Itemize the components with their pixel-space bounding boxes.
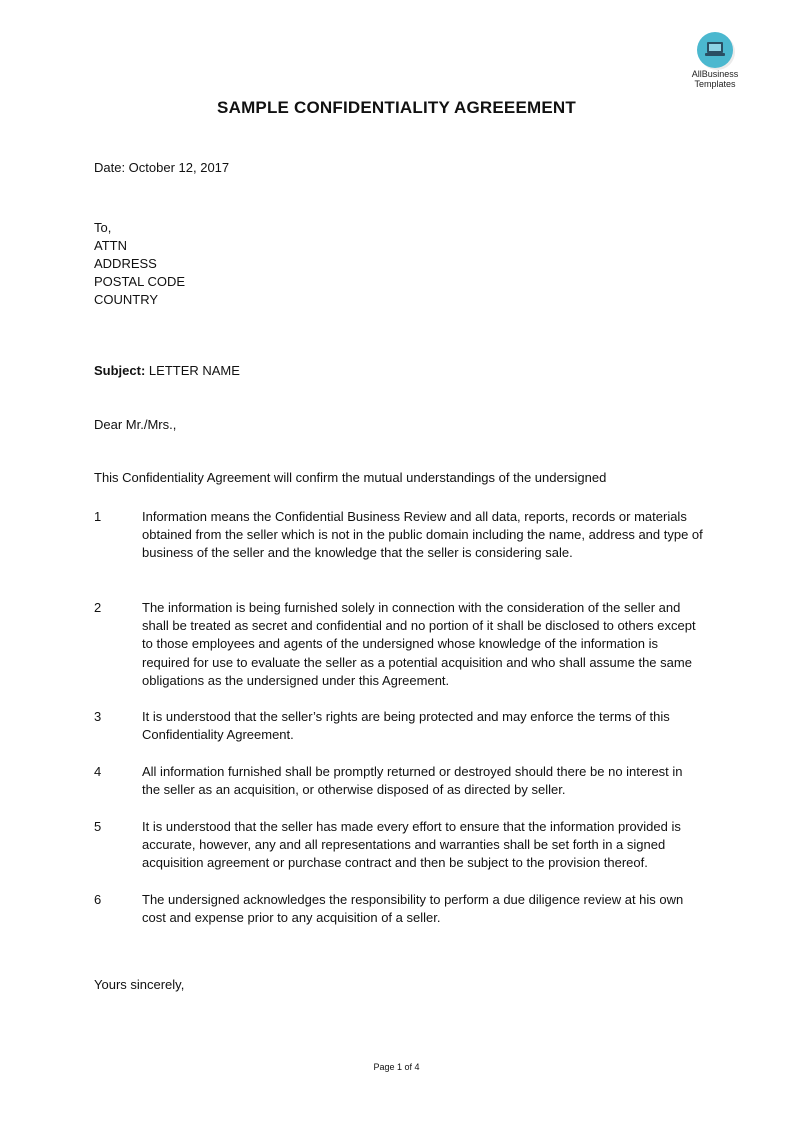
- address-line: ADDRESS: [94, 256, 157, 271]
- page-number: Page 1 of 4: [373, 1062, 420, 1072]
- subject-label: Subject:: [94, 363, 146, 378]
- item-text: All information furnished shall be promptly returned or destroyed should there be no interest in the seller as an acquisition, or otherwise disposed of as directed by seller.: [142, 764, 683, 798]
- item-number: 4: [94, 764, 102, 779]
- date-line: Date: October 12, 2017: [94, 160, 230, 175]
- closing: Yours sincerely,: [94, 977, 185, 992]
- subject-value: LETTER NAME: [148, 363, 240, 378]
- laptop-icon: [697, 32, 733, 68]
- item-number: 1: [94, 509, 102, 524]
- item-text: The information is being furnished solely in connection with the consideration of the seller and shall be treated as secret and confidential and no portion of it shall be disclosed to others except to those employees and agents of the undersigned whose knowledge of the information is required for use to evaluate the seller as a potential acquisition and who shall assume the same obligations as the undersigned under this Agreement.: [142, 600, 696, 688]
- allbusiness-templates-logo: [686, 32, 744, 89]
- item-text: It is understood that the seller has made every effort to ensure that the information provided is accurate, however, any and all representations and warranties shall be set forth in a signed acquisition agreement or purchase contract and then be subject to the provision thereof.: [142, 819, 681, 871]
- address-line: POSTAL CODE: [94, 274, 186, 289]
- item-number: 5: [94, 819, 102, 834]
- item-number: 2: [94, 600, 102, 615]
- item-text: It is understood that the seller’s rights are being protected and may enforce the terms of this Confidentiality Agreement.: [142, 709, 670, 743]
- item-number: 6: [94, 892, 102, 907]
- item-number: 3: [94, 709, 102, 724]
- address-block: [94, 219, 185, 309]
- document-title: SAMPLE CONFIDENTIALITY AGREEEMENT: [217, 98, 576, 117]
- salutation: Dear Mr./Mrs.,: [94, 417, 177, 432]
- logo-text: AllBusiness Templates: [691, 69, 739, 89]
- address-line: COUNTRY: [94, 292, 159, 307]
- item-text: Information means the Confidential Business Review and all data, reports, records or materials obtained from the seller which is not in the public domain including the name, address and type of business of the seller and the knowledge that the seller is considering sale.: [142, 509, 703, 561]
- address-line: ATTN: [94, 238, 127, 253]
- intro-paragraph: This Confidentiality Agreement will confirm the mutual understandings of the undersigned: [94, 470, 607, 485]
- address-line: To,: [94, 220, 112, 235]
- subject-line: [94, 362, 240, 380]
- item-text: The undersigned acknowledges the responsibility to perform a due diligence review at his own cost and expense prior to any acquisition of a seller.: [142, 892, 684, 926]
